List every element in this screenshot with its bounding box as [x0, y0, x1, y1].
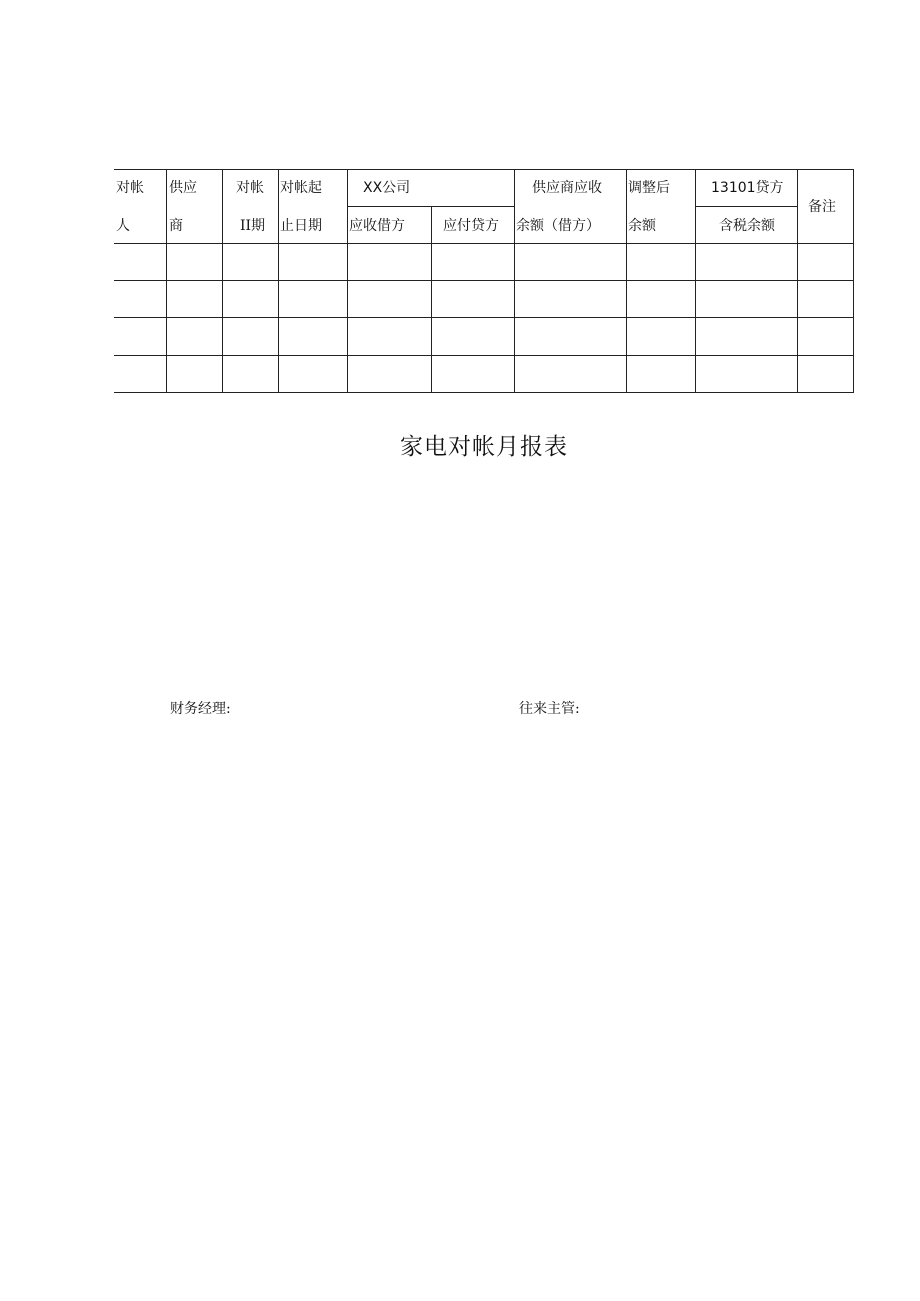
header-recon-date-line1: 对帐 [236, 180, 264, 196]
header-reconciler-line1: 对帐 [116, 180, 144, 196]
header-recon-period-line2: 止日期 [280, 218, 322, 234]
table-right-border [853, 169, 854, 393]
report-title: 家电对帐月报表 [400, 434, 568, 460]
header-recon-date-line2: II期 [240, 218, 266, 234]
accounts-supervisor-signature-label: 往来主管: [519, 701, 580, 717]
header-supplier-line1: 供应 [169, 180, 197, 196]
table-row [114, 356, 853, 392]
table-row [114, 318, 853, 355]
header-account-credit-line1: 13101贷方 [711, 180, 784, 196]
table-row [114, 244, 853, 280]
table-row [114, 281, 853, 317]
header-account-credit-line2: 含税余额 [719, 218, 775, 234]
header-mid-line-tax [695, 206, 797, 207]
header-supplier-balance-line1: 供应商应收 [532, 180, 602, 196]
header-payable-credit: 应付贷方 [443, 218, 499, 234]
header-supplier-balance-line2: 余额（借方） [516, 218, 600, 234]
finance-manager-signature-label: 财务经理: [170, 701, 231, 717]
header-recon-period-line1: 对帐起 [280, 180, 322, 196]
table-bottom-border [114, 392, 854, 393]
header-adjusted-balance-line2: 余额 [628, 218, 656, 234]
header-supplier-line2: 商 [169, 218, 183, 234]
header-receivable-debit: 应收借方 [349, 218, 405, 234]
header-adjusted-balance-line1: 调整后 [628, 180, 670, 196]
header-company-group: XX公司 [363, 180, 411, 196]
table-top-border [114, 169, 854, 170]
header-reconciler-line2: 人 [116, 218, 130, 234]
header-remarks: 备注 [808, 199, 836, 215]
